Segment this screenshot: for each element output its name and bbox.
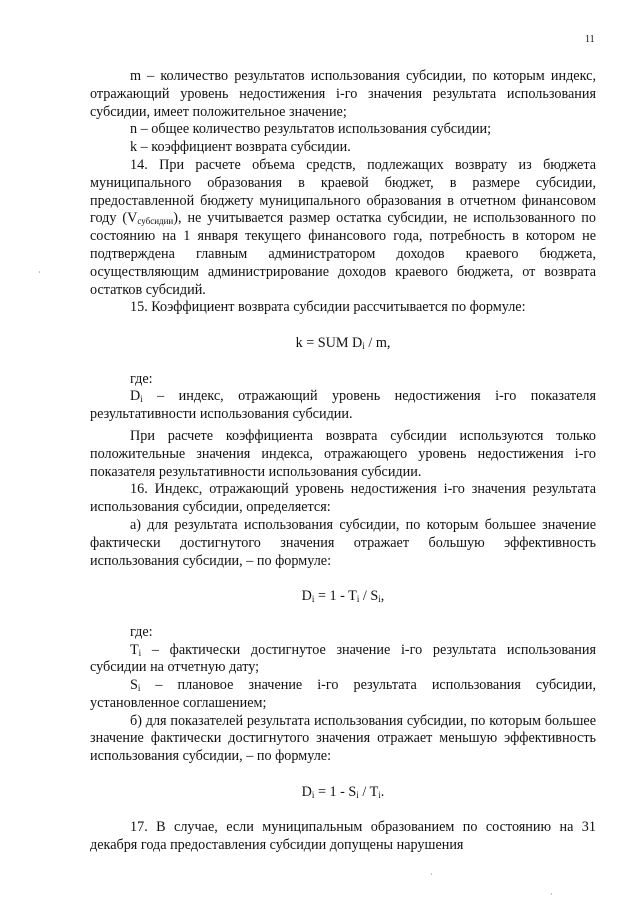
paragraph-k-definition: k – коэффициент возврата субсидии. [130,139,351,156]
scan-speck: · [38,268,41,277]
page-number: 11 [585,34,595,45]
document-body [90,68,596,855]
paragraph-n-definition: n – общее количество результатов использования субсидии; [130,121,492,138]
scan-speck: · [550,890,553,899]
formula-di-a: $D_i = 1 - T_i / S_i$, [301,588,385,605]
paragraph-16-b: б) для показателей результата использования субсидии, по которым большее значение фактически достигнутого значения отражает меньшую эффективность использования субсидии, – по формуле: [90,712,596,765]
paragraph-17: 17. В случае, если муниципальным образованием по состоянию на 31 декабря года предоставления субсидии допущены нарушения [90,819,596,854]
paragraph-ti-definition: $T_i$ – фактически достигнутое значение i-го результата использования субсидии на отчетную дату; [90,641,596,676]
paragraph-si-definition: $S_i$ – плановое значение i-го результата использования субсидии, установленное соглашением; [90,677,596,711]
paragraph-calc-note: При расчете коэффициента возврата субсидии используются только положительные значения индекса, отражающего уровень недостижения i-го показателя результативности использования субсидии. [90,427,596,480]
paragraph-15: 15. Коэффициент возврата субсидии рассчитывается по формуле: [130,299,526,316]
formula-di-b: $D_i = 1 - S_i / T_i$. [301,783,385,800]
paragraph-di-definition: $D_i$ – индекс, отражающий уровень недостижения i-го показателя результативности использования субсидии. [90,388,596,423]
formula-k: k = SUM $D_i$ / m, [295,334,391,351]
paragraph-16: 16. Индекс, отражающий уровень недостижения i-го значения результата использования субсидии, определяется: [90,481,596,516]
scan-speck: · [430,870,433,879]
paragraph-16-a: а) для результата использования субсидии, по которым большее значение фактически достигнутого значения отражает большую эффективность использования субсидии, – по формуле: [90,516,596,569]
paragraph-14: 14. При расчете объема средств, подлежащих возврату из бюджета муниципального образования в краевой бюджет, в размере субсидии, предоставленной бюджету муниципального образования в отчетном финансовом году $(V_{субсидии})$, не учитывается размер остатка субсидии, не использованного по состоянию на 1 января текущего финансового года, потребность в котором не подтверждена главным администратором доходов краевого бюджета, осуществляющим администрирование доходов краевого бюджета, от возврата остатков субсидий. [90,156,596,298]
where-label-1: где: [130,370,153,387]
paragraph-m-definition: m – количество результатов использования субсидии, по которым индекс, отражающий уровень недостижения i-го значения результата использования субсидии, имеет положительное значение; [90,68,596,120]
where-label-2: где: [130,623,153,640]
